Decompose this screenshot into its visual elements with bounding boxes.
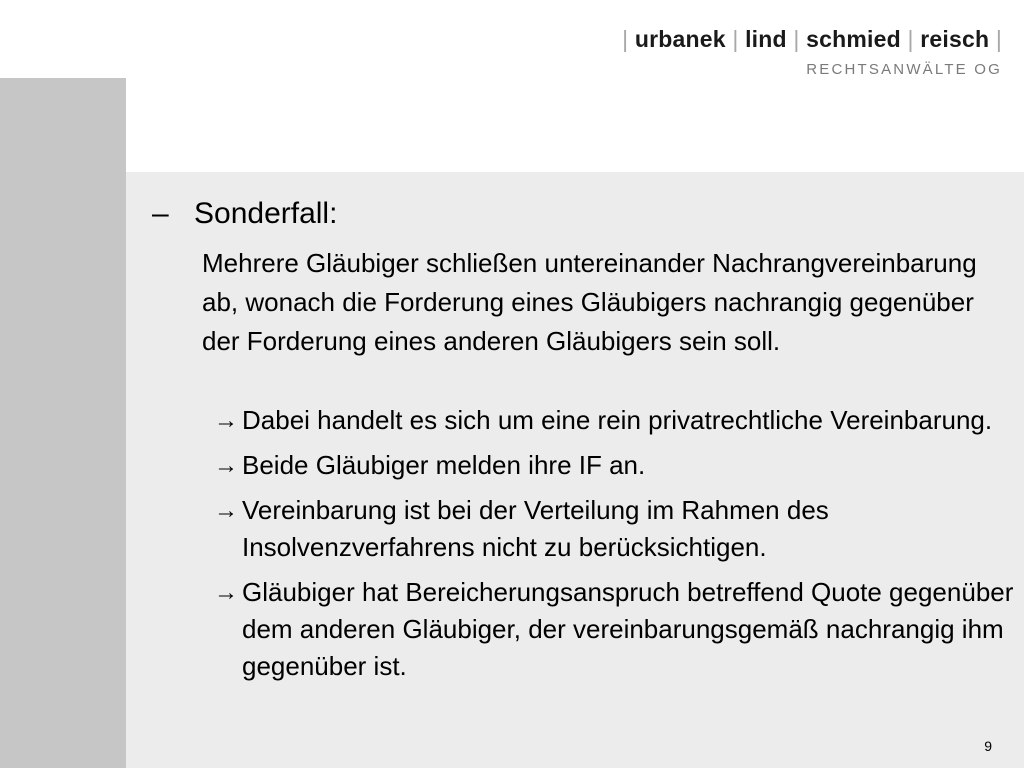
arrow-right-icon: → bbox=[214, 579, 238, 606]
list-item bbox=[214, 402, 1014, 439]
logo-name-lind: lind bbox=[745, 26, 787, 52]
logo-separator: | bbox=[907, 26, 914, 52]
left-decorative-bar bbox=[0, 78, 126, 768]
firm-subtitle: RECHTSANWÄLTE OG bbox=[806, 61, 1002, 78]
bullet-text: Beide Gläubiger melden ihre IF an. bbox=[242, 450, 646, 480]
dash-bullet: – bbox=[152, 197, 169, 230]
list-item bbox=[214, 447, 1014, 484]
arrow-bullet-list bbox=[214, 402, 1014, 693]
logo-separator: | bbox=[622, 26, 629, 52]
firm-names bbox=[622, 26, 1002, 53]
bullet-text: Vereinbarung ist bei der Verteilung im Rahmen des Insolvenzverfahrens nicht zu berücksichtigen. bbox=[242, 495, 829, 562]
arrow-right-icon: → bbox=[214, 497, 238, 524]
list-item bbox=[214, 574, 1014, 685]
logo-name-reisch: reisch bbox=[920, 26, 990, 52]
firm-logo bbox=[622, 26, 1002, 78]
page-number: 9 bbox=[984, 738, 992, 754]
bullet-text: Dabei handelt es sich um eine rein privatrechtliche Vereinbarung. bbox=[242, 405, 993, 435]
logo-name-schmied: schmied bbox=[806, 26, 901, 52]
list-item bbox=[214, 492, 1014, 566]
bullet-text: Gläubiger hat Bereicherungsanspruch betreffend Quote gegenüber dem anderen Gläubiger, der vereinbarungsgemäß nachrangig ihm gegenüber ist. bbox=[242, 577, 1014, 681]
logo-separator: | bbox=[995, 26, 1002, 52]
logo-name-urbanek: urbanek bbox=[634, 26, 726, 52]
arrow-right-icon: → bbox=[214, 452, 238, 479]
arrow-right-icon: → bbox=[214, 407, 238, 434]
logo-separator: | bbox=[793, 26, 800, 52]
body-paragraph: Mehrere Gläubiger schließen untereinander Nachrangvereinbarung ab, wonach die Forderung eines Gläubigers nachrangig gegenüber der Forderung eines anderen Gläubigers sein soll. bbox=[202, 248, 977, 356]
slide-heading: Sonderfall: bbox=[194, 197, 338, 230]
logo-separator: | bbox=[732, 26, 739, 52]
